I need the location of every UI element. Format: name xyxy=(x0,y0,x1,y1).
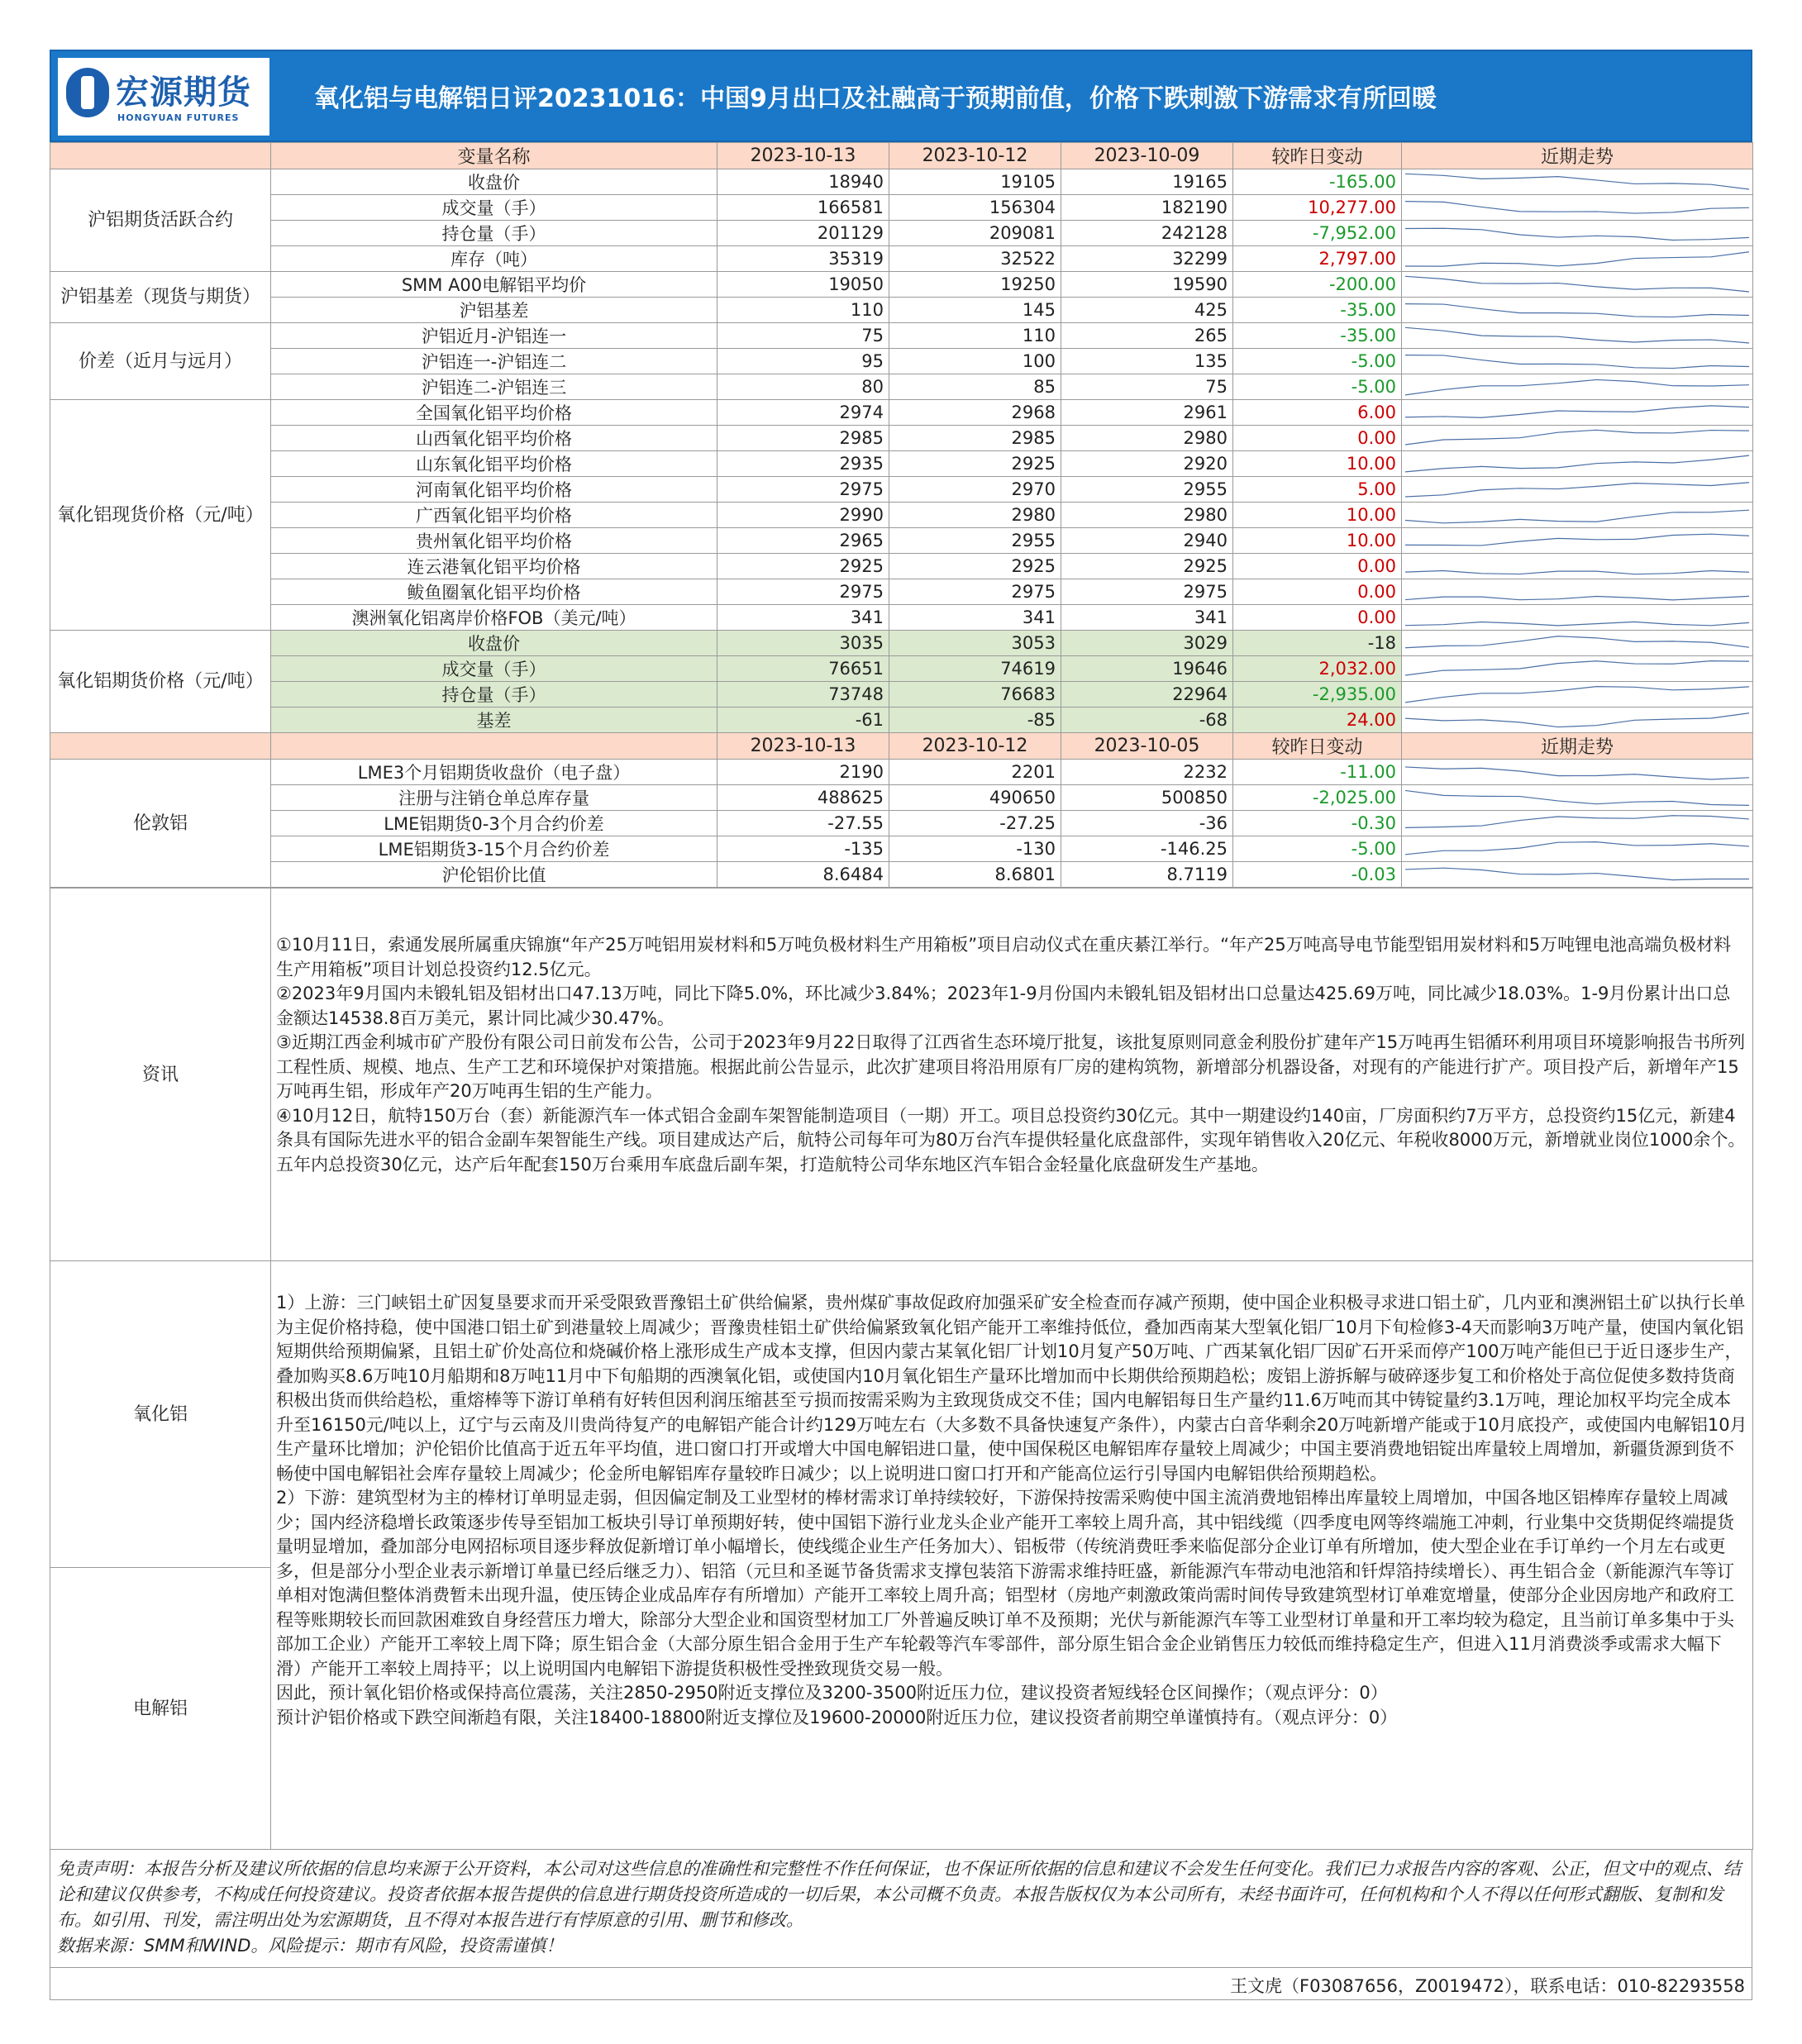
variable-name: LME3个月铝期货收盘价（电子盘） xyxy=(271,760,717,785)
change-value: -5.00 xyxy=(1233,836,1402,862)
value-date-1: 35319 xyxy=(717,246,889,272)
logo-mark-icon xyxy=(66,68,109,117)
variable-name: 注册与注销仓单总库存量 xyxy=(271,785,717,811)
variable-name: LME铝期货0-3个月合约价差 xyxy=(271,811,717,836)
header-blank xyxy=(50,733,271,760)
value-date-2: 85 xyxy=(889,374,1061,400)
table-row xyxy=(50,760,1753,785)
sparkline-line xyxy=(1405,276,1749,292)
sparkline-line xyxy=(1405,455,1749,472)
sparkline-line xyxy=(1405,868,1749,879)
sparkline-chart xyxy=(1405,763,1749,781)
sparkline-chart xyxy=(1405,814,1749,832)
change-value: -165.00 xyxy=(1233,169,1402,195)
sparkline-chart xyxy=(1405,250,1749,268)
variable-name: 成交量（手） xyxy=(271,195,717,221)
sparkline-line xyxy=(1405,622,1749,626)
sparkline-line xyxy=(1405,379,1749,394)
sparkline-cell xyxy=(1402,246,1753,272)
sparkline-cell xyxy=(1402,579,1753,605)
sparkline-cell xyxy=(1402,221,1753,246)
value-date-2: 100 xyxy=(889,349,1061,374)
sparkline-chart xyxy=(1405,301,1749,319)
value-date-2: 3053 xyxy=(889,631,1061,656)
sparkline-cell xyxy=(1402,760,1753,785)
header-change: 较昨日变动 xyxy=(1233,733,1402,760)
sparkline-cell xyxy=(1402,836,1753,862)
aluminum-conclusion: 预计沪铝价格或下跌空间渐趋有限，关注18400-18800附近支撑位及19600-20000附近压力位，建议投资者前期空单谨慎持有。（观点评分：0） xyxy=(276,1707,1398,1727)
table-row xyxy=(50,221,1753,246)
value-date-1: 110 xyxy=(717,298,889,323)
change-value: 0.00 xyxy=(1233,554,1402,579)
value-date-1: 19050 xyxy=(717,272,889,298)
change-value: -5.00 xyxy=(1233,349,1402,374)
change-value: 24.00 xyxy=(1233,708,1402,733)
value-date-1: 166581 xyxy=(717,195,889,221)
value-date-2: 2970 xyxy=(889,477,1061,503)
sparkline-cell xyxy=(1402,374,1753,400)
change-value: 2,032.00 xyxy=(1233,656,1402,682)
value-date-1: 76651 xyxy=(717,656,889,682)
logo-subtext: HONGYUAN FUTURES xyxy=(117,112,240,123)
change-value: -18 xyxy=(1233,631,1402,656)
variable-name: 沪铝近月-沪铝连一 xyxy=(271,323,717,349)
value-date-2: 2985 xyxy=(889,426,1061,451)
header-date-3: 2023-10-09 xyxy=(1061,143,1233,169)
table-row xyxy=(50,579,1753,605)
value-date-3: 2940 xyxy=(1061,528,1233,554)
sparkline-line xyxy=(1405,355,1749,369)
change-value: -200.00 xyxy=(1233,272,1402,298)
change-value: 5.00 xyxy=(1233,477,1402,503)
sparkline-chart xyxy=(1405,634,1749,652)
header-trend: 近期走势 xyxy=(1402,143,1753,169)
sparkline-chart xyxy=(1405,198,1749,217)
category-label: 氧化铝期货价格（元/吨） xyxy=(50,631,271,733)
value-date-3: 3029 xyxy=(1061,631,1233,656)
value-date-2: 209081 xyxy=(889,221,1061,246)
header-col-name xyxy=(271,733,717,760)
value-date-3: 425 xyxy=(1061,298,1233,323)
news-content xyxy=(271,889,1753,1261)
value-date-3: 19590 xyxy=(1061,272,1233,298)
sparkline-cell xyxy=(1402,400,1753,426)
value-date-3: 75 xyxy=(1061,374,1233,400)
table-row xyxy=(50,246,1753,272)
value-date-1: 80 xyxy=(717,374,889,400)
header-date-1: 2023-10-13 xyxy=(717,733,889,760)
sparkline-cell xyxy=(1402,862,1753,888)
sparkline-chart xyxy=(1405,865,1749,884)
value-date-3: 22964 xyxy=(1061,682,1233,708)
variable-name: 澳洲氧化铝离岸价格FOB（美元/吨） xyxy=(271,605,717,631)
value-date-3: -68 xyxy=(1061,708,1233,733)
table-row xyxy=(50,682,1753,708)
value-date-1: 8.6484 xyxy=(717,862,889,888)
sparkline-chart xyxy=(1405,608,1749,627)
value-date-3: 182190 xyxy=(1061,195,1233,221)
sparkline-chart xyxy=(1405,403,1749,422)
value-date-2: 19105 xyxy=(889,169,1061,195)
sparkline-cell xyxy=(1402,349,1753,374)
change-value: -0.30 xyxy=(1233,811,1402,836)
alumina-label: 氧化铝 xyxy=(50,1261,271,1568)
value-date-1: -135 xyxy=(717,836,889,862)
value-date-3: 2980 xyxy=(1061,503,1233,528)
change-value: -2,025.00 xyxy=(1233,785,1402,811)
sparkline-chart xyxy=(1405,173,1749,191)
table-row xyxy=(50,605,1753,631)
value-date-3: 2975 xyxy=(1061,579,1233,605)
value-date-3: 135 xyxy=(1061,349,1233,374)
sparkline-cell xyxy=(1402,272,1753,298)
value-date-2: 110 xyxy=(889,323,1061,349)
sparkline-chart xyxy=(1405,531,1749,550)
variable-name: 山东氧化铝平均价格 xyxy=(271,451,717,477)
sparkline-line xyxy=(1405,842,1749,855)
sparkline-chart xyxy=(1405,840,1749,858)
value-date-1: 2975 xyxy=(717,579,889,605)
change-value: -5.00 xyxy=(1233,374,1402,400)
table-row xyxy=(50,426,1753,451)
variable-name: 收盘价 xyxy=(271,631,717,656)
sparkline-chart xyxy=(1405,275,1749,293)
table-row xyxy=(50,169,1753,195)
value-date-1: -61 xyxy=(717,708,889,733)
sparkline-cell xyxy=(1402,785,1753,811)
value-date-2: 156304 xyxy=(889,195,1061,221)
change-value: -11.00 xyxy=(1233,760,1402,785)
change-value: -2,935.00 xyxy=(1233,682,1402,708)
analyst-footer: 王文虎（F03087656，Z0019472），联系电话：010-82293558 xyxy=(50,1968,1752,2000)
change-value: -35.00 xyxy=(1233,323,1402,349)
company-logo xyxy=(58,58,269,136)
sparkline-chart xyxy=(1405,480,1749,498)
sparkline-line xyxy=(1405,534,1749,546)
category-label: 价差（近月与远月） xyxy=(50,323,271,400)
category-label: 沪铝基差（现货与期货） xyxy=(50,272,271,323)
value-date-2: -130 xyxy=(889,836,1061,862)
variable-name: 山西氧化铝平均价格 xyxy=(271,426,717,451)
category-label: 氧化铝现货价格（元/吨） xyxy=(50,400,271,631)
change-value: -35.00 xyxy=(1233,298,1402,323)
value-date-1: 3035 xyxy=(717,631,889,656)
sparkline-cell xyxy=(1402,451,1753,477)
sparkline-line xyxy=(1405,327,1749,343)
report-header xyxy=(50,50,1752,142)
table-row xyxy=(50,528,1753,554)
change-value: -0.03 xyxy=(1233,862,1402,888)
table-row xyxy=(50,862,1753,888)
value-date-2: 19250 xyxy=(889,272,1061,298)
table-row xyxy=(50,400,1753,426)
sparkline-chart xyxy=(1405,711,1749,729)
table-row xyxy=(50,785,1753,811)
variable-name: LME铝期货3-15个月合约价差 xyxy=(271,836,717,862)
variable-name: 持仓量（手） xyxy=(271,682,717,708)
value-date-1: 2935 xyxy=(717,451,889,477)
value-date-1: 2985 xyxy=(717,426,889,451)
change-value: 10.00 xyxy=(1233,528,1402,554)
header-col-name: 变量名称 xyxy=(271,143,717,169)
value-date-3: 2925 xyxy=(1061,554,1233,579)
value-date-1: 341 xyxy=(717,605,889,631)
sparkline-chart xyxy=(1405,429,1749,447)
value-date-1: 2990 xyxy=(717,503,889,528)
variable-name: 沪伦铝价比值 xyxy=(271,862,717,888)
value-date-1: 2925 xyxy=(717,554,889,579)
sparkline-chart xyxy=(1405,326,1749,345)
sparkline-cell xyxy=(1402,708,1753,733)
report-title: 氧化铝与电解铝日评20231016：中国9月出口及社融高于预期前值，价格下跌刺激下游需求有所回暖 xyxy=(314,84,1437,113)
variable-name: 贵州氧化铝平均价格 xyxy=(271,528,717,554)
sparkline-cell xyxy=(1402,503,1753,528)
sparkline-line xyxy=(1405,713,1749,727)
variable-name: SMM A00电解铝平均价 xyxy=(271,272,717,298)
news-paragraph: ②2023年9月国内未锻轧铝及铝材出口47.13万吨，同比下降5.0%，环比减少3.84%；2023年1-9月份国内未锻轧铝及铝材出口总量达425.69万吨，同比减少18.03%。1-9月份累计出口总金额达14538.8百万美元，累计同比减少30.47%。 xyxy=(276,984,1731,1028)
disclaimer xyxy=(50,1850,1752,1968)
sparkline-cell xyxy=(1402,426,1753,451)
value-date-2: -27.25 xyxy=(889,811,1061,836)
category-label: 伦敦铝 xyxy=(50,760,271,888)
value-date-1: 201129 xyxy=(717,221,889,246)
table-row xyxy=(50,656,1753,682)
sparkline-line xyxy=(1405,636,1749,648)
value-date-1: 18940 xyxy=(717,169,889,195)
news-paragraph: ④10月12日，航特150万台（套）新能源汽车一体式铝合金副车架智能制造项目（一期）开工。项目总投资约30亿元。其中一期建设约140亩，厂房面积约7万平方，总投资约15亿元，新建4条具有国际先进水平的铝合金副车架智能生产线。项目建成达产后，航特公司每年可为80万台汽车提供轻量化底盘部件，实现年销售收入20亿元、年税收8000万元，新增就业岗位1000余个。五年内总投资30亿元，达产后年配套150万台乘用车底盘后副车架，打造航特公司华东地区汽车铝合金轻量化底盘研发生产基地。 xyxy=(276,1105,1746,1174)
sparkline-line xyxy=(1405,687,1749,703)
variable-name: 全国氧化铝平均价格 xyxy=(271,400,717,426)
data-source: 数据来源：SMM和WIND。风险提示：期市有风险，投资需谨慎！ xyxy=(57,1936,564,1956)
value-date-3: 242128 xyxy=(1061,221,1233,246)
value-date-1: 95 xyxy=(717,349,889,374)
change-value: 6.00 xyxy=(1233,400,1402,426)
value-date-3: 2955 xyxy=(1061,477,1233,503)
value-date-3: 19165 xyxy=(1061,169,1233,195)
sparkline-cell xyxy=(1402,195,1753,221)
change-value: 0.00 xyxy=(1233,605,1402,631)
sparkline-cell xyxy=(1402,323,1753,349)
sparkline-chart xyxy=(1405,583,1749,601)
sparkline-cell xyxy=(1402,298,1753,323)
variable-name: 基差 xyxy=(271,708,717,733)
sparkline-line xyxy=(1405,483,1749,497)
table-row xyxy=(50,323,1753,349)
sparkline-cell xyxy=(1402,169,1753,195)
table-row xyxy=(50,503,1753,528)
variable-name: 沪铝连二-沪铝连三 xyxy=(271,374,717,400)
table-row xyxy=(50,349,1753,374)
sparkline-cell xyxy=(1402,477,1753,503)
change-value: 2,797.00 xyxy=(1233,246,1402,272)
variable-name: 库存（吨） xyxy=(271,246,717,272)
header-date-2: 2023-10-12 xyxy=(889,733,1061,760)
sparkline-chart xyxy=(1405,685,1749,703)
sparkline-line xyxy=(1405,174,1749,189)
value-date-2: 2975 xyxy=(889,579,1061,605)
value-date-3: 2920 xyxy=(1061,451,1233,477)
news-paragraph: ①10月11日，索通发展所属重庆锦旗“年产25万吨铝用炭材料和5万吨负极材料生产用箱板”项目启动仪式在重庆綦江举行。“年产25万吨高导电节能型铝用炭材料和5万吨锂电池高端负极材料生产用箱板”项目计划总投资约12.5亿元。 xyxy=(276,935,1732,979)
sparkline-line xyxy=(1405,510,1749,523)
value-date-2: 2955 xyxy=(889,528,1061,554)
table-row xyxy=(50,836,1753,862)
sparkline-cell xyxy=(1402,605,1753,631)
value-date-2: -85 xyxy=(889,708,1061,733)
sparkline-chart xyxy=(1405,224,1749,242)
table-row xyxy=(50,374,1753,400)
header-change: 较昨日变动 xyxy=(1233,143,1402,169)
change-value: 10,277.00 xyxy=(1233,195,1402,221)
analysis-upstream: 1）上游：三门峡铝土矿因复垦要求而开采受限致晋豫铝土矿供给偏紧，贵州煤矿事故促政府加强采矿安全检查而存减产预期，使中国企业积极寻求进口铝土矿，几内亚和澳洲铝土矿以执行长单为主促价格持稳，使中国港口铝土矿到港量较上周减少；晋豫贵桂铝土矿供给偏紧致氧化铝产能开工率维持低位，叠加西南某大型氧化铝厂10月下旬检修3-4天而影响3万吨产量，使国内氧化铝短期供给预期偏紧，且铝土矿价处高位和烧碱价格上涨形成生产成本支撑，但因内蒙古某氧化铝厂计划10月复产50万吨、广西某氧化铝厂因矿石开采而停产100万吨产能但已于近日逐步生产，叠加购买8.6万吨10月船期和8万吨11月中下旬船期的西澳氧化铝，或使国内10月氧化铝生产量环比增加而中长期供给预期趋松；废铝上游拆解与破碎逐步复工和价格处于高位促使多数持货商积极出货而供给趋松，重熔棒等下游订单稍有好转但因利润压缩甚至亏损而按需采购为主致现货成交不佳；国内电解铝每日生产量约11.6万吨而其中铸锭量约3.1万吨，理论加权平均完全成本升至16150元/吨以上，辽宁与云南及川贵尚待复产的电解铝产能合计约129万吨左右（大多数不具备快速复产条件），内蒙古白音华剩余20万吨新增产能或于10月底投产，或使国内电解铝10月生产量环比增加；沪伦铝价比值高于近五年平均值，进口窗口打开或增大中国电解铝进口量，使中国保税区电解铝库存量较上周减少；中国主要消费地铝锭出库量较上周增加，新疆货源到货不畅使中国电解铝社会库存量较上周减少；伦金所电解铝库存量较昨日减少；以上说明进口窗口打开和产能高位运行引导国内电解铝供给预期趋松。 xyxy=(276,1293,1747,1484)
sparkline-cell xyxy=(1402,811,1753,836)
sparkline-chart xyxy=(1405,506,1749,524)
value-date-2: 2980 xyxy=(889,503,1061,528)
value-date-3: 2961 xyxy=(1061,400,1233,426)
header-date-3: 2023-10-05 xyxy=(1061,733,1233,760)
sparkline-line xyxy=(1405,661,1749,675)
sparkline-line xyxy=(1405,767,1749,779)
value-date-3: -36 xyxy=(1061,811,1233,836)
value-date-3: 265 xyxy=(1061,323,1233,349)
sparkline-cell xyxy=(1402,554,1753,579)
sparkline-cell xyxy=(1402,682,1753,708)
value-date-3: 2232 xyxy=(1061,760,1233,785)
value-date-3: -146.25 xyxy=(1061,836,1233,862)
value-date-2: 145 xyxy=(889,298,1061,323)
value-date-3: 8.7119 xyxy=(1061,862,1233,888)
value-date-3: 500850 xyxy=(1061,785,1233,811)
value-date-1: 2190 xyxy=(717,760,889,785)
value-date-2: 341 xyxy=(889,605,1061,631)
value-date-1: 2965 xyxy=(717,528,889,554)
news-paragraph: ③近期江西金利城市矿产股份有限公司日前发布公告，公司于2023年9月22日取得了江西省生态环境厅批复，该批复原则同意金利股份扩建年产15万吨再生铝循环利用项目环境影响报告书所列工程性质、规模、地点、生产工艺和环境保护对策措施。根据此前公告显示，此次扩建项目将沿用原有厂房的建构筑物，新增部分机器设备，对现有的产能进行扩产。项目投产后，新增年产15万吨再生铝，形成年产20万吨再生铝的生产能力。 xyxy=(276,1032,1746,1101)
sparkline-chart xyxy=(1405,352,1749,370)
analysis-content xyxy=(271,1261,1753,1850)
table-row xyxy=(50,477,1753,503)
table-row xyxy=(50,631,1753,656)
value-date-2: 2201 xyxy=(889,760,1061,785)
value-date-2: 2925 xyxy=(889,554,1061,579)
change-value: 0.00 xyxy=(1233,426,1402,451)
table-row xyxy=(50,811,1753,836)
sparkline-line xyxy=(1405,596,1749,600)
table-row xyxy=(50,708,1753,733)
value-date-1: 2974 xyxy=(717,400,889,426)
table-row xyxy=(50,195,1753,221)
logo-text: 宏源期货 xyxy=(116,74,251,112)
sparkline-line xyxy=(1405,816,1749,828)
alumina-conclusion: 因此，预计氧化铝价格或保持高位震荡，关注2850-2950附近支撑位及3200-3500附近压力位，建议投资者短线轻仓区间操作；（观点评分：0） xyxy=(276,1683,1388,1703)
value-date-1: 2975 xyxy=(717,477,889,503)
aluminum-label: 电解铝 xyxy=(50,1568,271,1850)
sparkline-chart xyxy=(1405,789,1749,807)
variable-name: 收盘价 xyxy=(271,169,717,195)
category-label: 沪铝期货活跃合约 xyxy=(50,169,271,272)
sparkline-line xyxy=(1405,790,1749,805)
disclaimer-text: 免责声明：本报告分析及建议所依据的信息均来源于公开资料，本公司对这些信息的准确性和完整性不作任何保证，也不保证所依据的信息和建议不会发生任何变化。我们已力求报告内容的客观、公正，但文中的观点、结论和建议仅供参考，不构成任何投资建议。投资者依据本报告提供的信息进行期货投资所造成的一切后果，本公司概不负责。本报告版权仅为本公司所有，未经书面许可，任何机构和个人不得以任何形式翻版、复制和发布。如引用、刊发，需注明出处为宏源期货，且不得对本报告进行有悖原意的引用、删节和修改。 xyxy=(57,1859,1741,1930)
sparkline-chart xyxy=(1405,455,1749,473)
sparkline-cell xyxy=(1402,528,1753,554)
value-date-2: 32522 xyxy=(889,246,1061,272)
table-header-row xyxy=(50,143,1753,169)
table-header-row xyxy=(50,733,1753,760)
value-date-3: 2980 xyxy=(1061,426,1233,451)
sparkline-chart xyxy=(1405,557,1749,575)
variable-name: 连云港氧化铝平均价格 xyxy=(271,554,717,579)
variable-name: 持仓量（手） xyxy=(271,221,717,246)
sparkline-cell xyxy=(1402,656,1753,682)
table-row xyxy=(50,272,1753,298)
analysis-downstream: 2）下游：建筑型材为主的棒材订单明显走弱，但因偏定制及工业型材的棒材需求订单持续较好，下游保持按需采购使中国主流消费地铝棒出库量较上周增加，中国各地区铝棒库存量较上周减少；国内经济稳增长政策逐步传导至铝加工板块引导订单预期好转，使中国铝下游行业龙头企业产能开工率较上周升高，其中铝线缆（四季度电网等终端施工冲刺，行业集中交货期促终端提货量明显增加，叠加部分电网招标项目逐步释放促新增订单小幅增长，使线缆企业生产任务加大）、铝板带（传统消费旺季来临促部分企业订单有所增加，使大型企业在手订单约一个月左右或更多，但是部分小型企业表示新增订单量已经后继乏力）、铝箔（元旦和圣诞节备货需求支撑包装箔下游需求维持旺盛，新能源汽车带动电池箔和钎焊箔持续增长）、再生铝合金（新能源汽车等订单相对饱满但整体消费暂未出现升温，使压铸企业成品库存有所增加）产能开工率较上周升高；铝型材（房地产刺激政策尚需时间传导致建筑型材订单难宽增量，使部分企业因房地产和政府工程等账期较长而回款困难致自身经营压力增大，除部分大型企业和国资型材加工厂外普遍反映订单不及预期；光伏与新能源汽车等工业型材订单量和开工率均较为稳定，且当前订单多集中于头部加工企业）产能开工率较上周下降；原生铝合金（大部分原生铝合金用于生产车轮毂等汽车零部件，部分原生铝合金企业销售压力较低而维持稳定生产，但进入11月消费淡季或需求大幅下滑）产能开工率较上周持平；以上说明国内电解铝下游提货积极性受挫致现货交易一般。 xyxy=(276,1488,1734,1679)
sparkline-line xyxy=(1405,304,1749,317)
header-trend: 近期走势 xyxy=(1402,733,1753,760)
sparkline-line xyxy=(1405,202,1749,213)
report-sheet xyxy=(50,50,1752,2000)
value-date-2: 490650 xyxy=(889,785,1061,811)
table-row xyxy=(50,451,1753,477)
sparkline-line xyxy=(1405,406,1749,417)
sparkline-line xyxy=(1405,571,1749,574)
value-date-2: 76683 xyxy=(889,682,1061,708)
change-value: 0.00 xyxy=(1233,579,1402,605)
sparkline-line xyxy=(1405,252,1749,266)
news-label: 资讯 xyxy=(50,889,271,1261)
sparkline-chart xyxy=(1405,378,1749,396)
sparkline-chart xyxy=(1405,660,1749,678)
variable-name: 广西氧化铝平均价格 xyxy=(271,503,717,528)
change-value: 10.00 xyxy=(1233,451,1402,477)
table-row xyxy=(50,298,1753,323)
text-table xyxy=(50,888,1753,1850)
variable-name: 沪铝基差 xyxy=(271,298,717,323)
header-date-1: 2023-10-13 xyxy=(717,143,889,169)
data-table xyxy=(50,142,1753,888)
value-date-2: 2925 xyxy=(889,451,1061,477)
value-date-2: 2968 xyxy=(889,400,1061,426)
change-value: -7,952.00 xyxy=(1233,221,1402,246)
header-date-2: 2023-10-12 xyxy=(889,143,1061,169)
value-date-1: -27.55 xyxy=(717,811,889,836)
value-date-2: 8.6801 xyxy=(889,862,1061,888)
variable-name: 河南氧化铝平均价格 xyxy=(271,477,717,503)
value-date-1: 75 xyxy=(717,323,889,349)
value-date-2: 74619 xyxy=(889,656,1061,682)
change-value: 10.00 xyxy=(1233,503,1402,528)
sparkline-line xyxy=(1405,228,1749,240)
header-blank xyxy=(50,143,271,169)
value-date-3: 19646 xyxy=(1061,656,1233,682)
variable-name: 成交量（手） xyxy=(271,656,717,682)
value-date-3: 341 xyxy=(1061,605,1233,631)
value-date-1: 488625 xyxy=(717,785,889,811)
table-row xyxy=(50,554,1753,579)
value-date-1: 73748 xyxy=(717,682,889,708)
sparkline-line xyxy=(1405,430,1749,445)
variable-name: 鲅鱼圈氧化铝平均价格 xyxy=(271,579,717,605)
sparkline-cell xyxy=(1402,631,1753,656)
variable-name: 沪铝连一-沪铝连二 xyxy=(271,349,717,374)
value-date-3: 32299 xyxy=(1061,246,1233,272)
